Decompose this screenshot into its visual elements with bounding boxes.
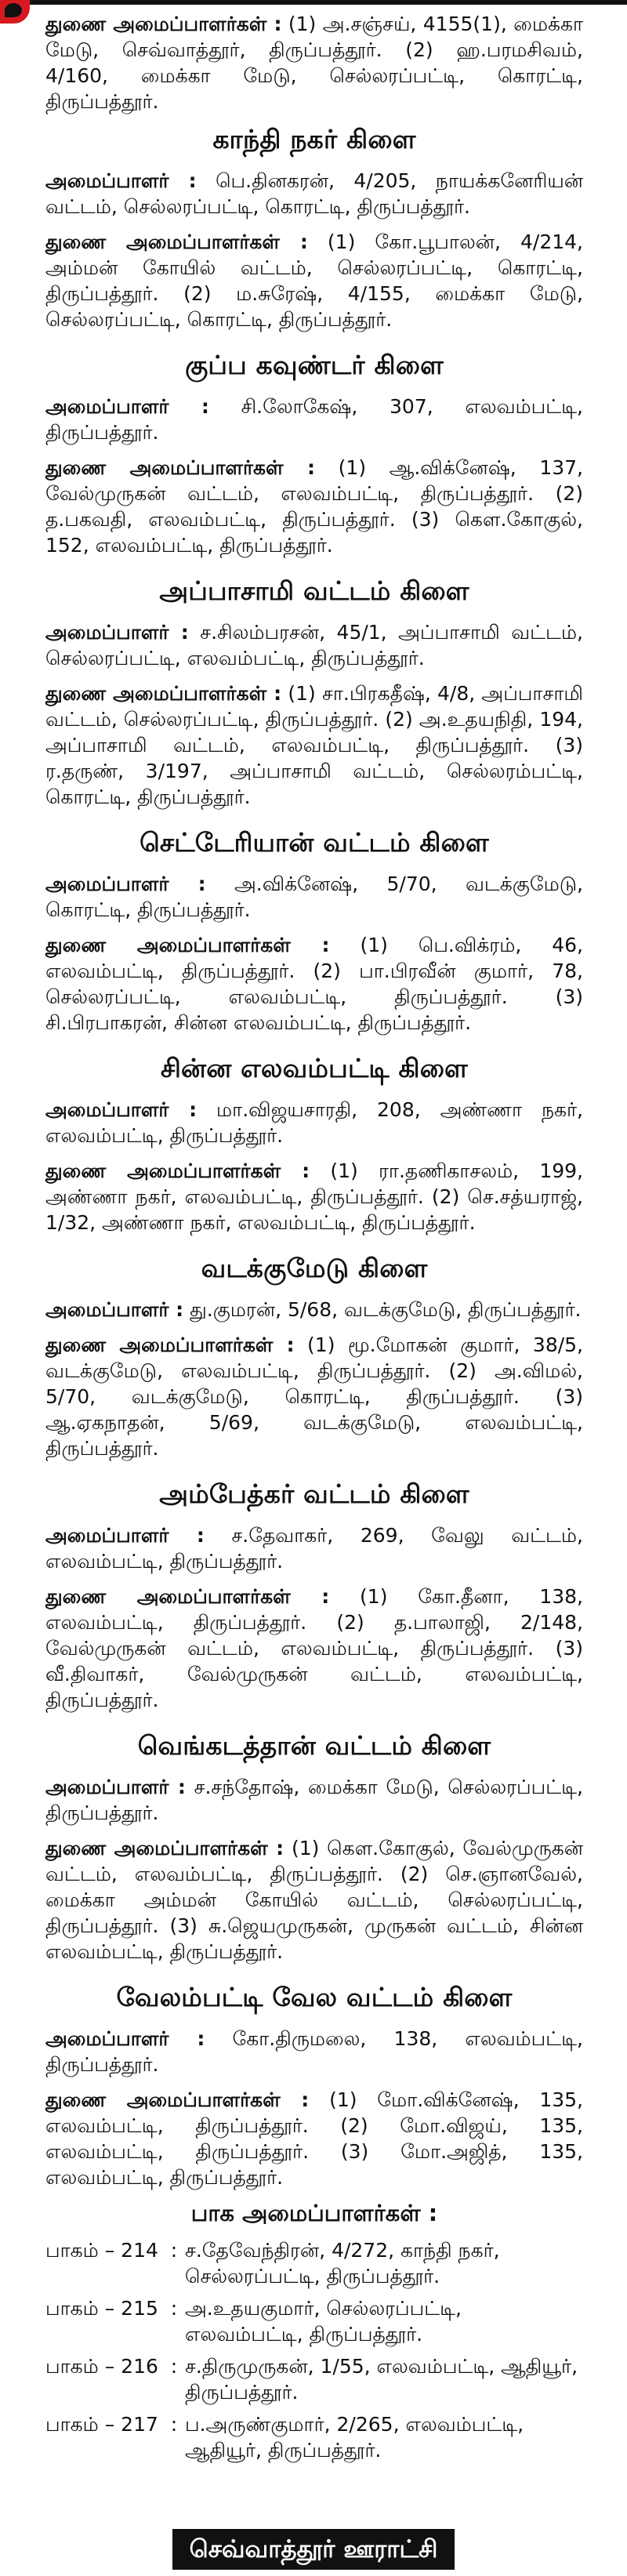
panchayat-banner-text: செவ்வாத்தூர் ஊராட்சி [172,2529,455,2570]
deputy-paragraph [45,932,583,1036]
role-label: துணை அமைப்பாளர்கள் : [45,934,330,956]
booth-row [45,2411,583,2463]
role-label: துணை அமைப்பாளர்கள் : [45,2088,310,2111]
organizer-paragraph [45,619,583,671]
booth-number: பாகம் – 214 [45,2239,158,2262]
organizer-paragraph [45,1297,583,1322]
member-list: சி.லோகேஷ், 307, எலவம்பட்டி, திருப்பத்தூர். [45,395,583,444]
content [45,0,583,2463]
role-label: அமைப்பாளர் : [45,395,209,418]
booth-number: பாகம் – 215 [45,2297,158,2320]
deputy-paragraph [45,680,583,810]
member-list: கோ.திருமலை, 138, எலவம்பட்டி, திருப்பத்தூர். [45,2027,583,2076]
booth-organizer: ச.தேவேந்திரன், 4/272, காந்தி நகர், செல்லரப்பட்டி, திருப்பத்தூர். [185,2239,500,2288]
booth-heading: பாக அமைப்பாளர்கள் : [190,2200,438,2226]
panchayat-banner [0,2529,627,2570]
organizer-paragraph [45,1522,583,1574]
branch-section [45,124,583,332]
member-list: ச.தேவாகர், 269, வேலு வட்டம், எலவம்பட்டி, திருப்பத்தூர். [45,1524,583,1573]
branch-heading: சின்ன எலவம்பட்டி கிளை [160,1053,469,1083]
booth-colon: : [170,2297,178,2320]
member-list: (1) ஆ.விக்னேஷ், 137, வேல்முருகன் வட்டம், எலவம்பட்டி, திருப்பத்தூர். (2) த.பகவதி, எலவம்பட்டி, திருப்பத்தூர். (3) கௌ.கோகுல், 152, எலவம்பட்டி, திருப்பத்தூர். [45,456,583,557]
role-label: துணை அமைப்பாளர்கள் : [45,682,282,705]
branch-heading: அப்பாசாமி வட்டம் கிளை [159,575,469,606]
booth-colon: : [170,2413,178,2436]
role-label: துணை அமைப்பாளர்கள் : [45,13,282,35]
role-label: அமைப்பாளர் : [45,621,189,644]
role-label: அமைப்பாளர் : [45,1098,198,1121]
role-label: துணை அமைப்பாளர்கள் : [45,1333,295,1356]
role-label: துணை அமைப்பாளர்கள் : [45,1837,285,1859]
deputy-paragraph [45,1835,583,1965]
organizer-paragraph [45,2026,583,2077]
top-strip [0,0,627,5]
member-list: (1) மோ.விக்னேஷ், 135, எலவம்பட்டி, திருப்பத்தூர். (2) மோ.விஜய், 135, எலவம்பட்டி, திருப்பத்தூர். (3) மோ.அஜித், 135, எலவம்பட்டி, திருப்பத்தூர். [45,2088,583,2189]
booth-row [45,2237,583,2289]
organizer-paragraph [45,1774,583,1826]
booth-number: பாகம் – 217 [45,2413,158,2436]
branch-heading: குப்ப கவுண்டர் கிளை [185,350,444,380]
member-list: (1) மூ.மோகன் குமார், 38/5, வடக்குமேடு, எலவம்பட்டி, திருப்பத்தூர். (2) அ.விமல், 5/70, வடக்குமேடு, கொரட்டி, திருப்பத்தூர். (3) ஆ.ஏகநாதன், 5/69, வடக்குமேடு, எலவம்பட்டி, திருப்பத்தூர். [45,1333,583,1460]
member-list: (1) அ.சஞ்சய், 4155(1), மைக்கா மேடு, செவ்வாத்தூர், திருப்பத்தூர். (2) ஹ.பரமசிவம், 4/160, மைக்கா மேடு, செல்லரப்பட்டி, கொரட்டி, திருப்பத்தூர். [45,13,583,113]
organizer-paragraph [45,394,583,445]
party-flag-icon [0,0,30,24]
deputy-paragraph [45,1332,583,1461]
booth-row [45,2295,583,2347]
organizer-paragraph [45,1097,583,1148]
member-list: ச.சிலம்பரசன், 45/1, அப்பாசாமி வட்டம், செல்லரப்பட்டி, எலவம்பட்டி, திருப்பத்தூர். [45,621,583,669]
deputy-paragraph [45,1584,583,1713]
role-label: துணை அமைப்பாளர்கள் : [45,1159,310,1182]
role-label: அமைப்பாளர் : [45,2027,205,2050]
branch-heading: வடக்குமேடு கிளை [201,1253,428,1283]
branch-section [45,1478,583,1713]
role-label: அமைப்பாளர் : [45,1524,205,1547]
branch-section [45,1253,583,1461]
member-list: அ.விக்னேஷ், 5/70, வடக்குமேடு, கொரட்டி, திருப்பத்தூர். [45,873,583,921]
booth-colon: : [170,2239,178,2262]
member-list: (1) பெ.விக்ரம், 46, எலவம்பட்டி, திருப்பத்தூர். (2) பா.பிரவீன் குமார், 78, செல்லரப்பட்டி, எலவம்பட்டி, திருப்பத்தூர். (3) சி.பிரபாகரன், சின்ன எலவம்பட்டி, திருப்பத்தூர். [45,934,583,1034]
branch-section [45,1053,583,1235]
branch-sections [45,124,583,2190]
member-list: து.குமரன், 5/68, வடக்குமேடு, திருப்பத்தூர். [183,1298,582,1321]
organizer-paragraph [45,168,583,220]
branch-heading: காந்தி நகர் கிளை [212,124,416,154]
branch-heading: அம்பேத்கர் வட்டம் கிளை [159,1478,469,1509]
member-list: மா.விஜயசாரதி, 208, அண்ணா நகர், எலவம்பட்டி, திருப்பத்தூர். [45,1098,583,1147]
branch-section [45,827,583,1036]
lead-paragraph [45,11,583,114]
branch-section [45,350,583,558]
deputy-paragraph [45,1158,583,1235]
booth-section [45,2200,583,2463]
branch-heading: செட்டேரியான் வட்டம் கிளை [140,827,489,858]
deputy-paragraph [45,229,583,332]
booth-organizer: அ.உதயகுமார், செல்லரப்பட்டி, எலவம்பட்டி, திருப்பத்தூர். [185,2297,462,2346]
role-label: அமைப்பாளர் : [45,1776,186,1798]
booth-row [45,2353,583,2405]
deputy-paragraph [45,2087,583,2190]
role-label: துணை அமைப்பாளர்கள் : [45,230,308,253]
member-list: (1) கௌ.கோகுல், வேல்முருகன் வட்டம், எலவம்பட்டி, திருப்பத்தூர். (2) செ.ஞானவேல், மைக்கா அம்மன் கோயில் வட்டம், செல்லரப்பட்டி, திருப்பத்தூர். (3) சு.ஜெயமுருகன், முருகன் வட்டம், சின்ன எலவம்பட்டி, திருப்பத்தூர். [45,1837,583,1963]
role-label: அமைப்பாளர் : [45,1298,184,1321]
booth-organizer: ப.அருண்குமார், 2/265, எலவம்பட்டி, ஆதியூர், திருப்பத்தூர். [185,2413,524,2462]
member-list: (1) கோ.தீனா, 138, எலவம்பட்டி, திருப்பத்தூர். (2) த.பாலாஜி, 2/148, வேல்முருகன் வட்டம், எலவம்பட்டி, திருப்பத்தூர். (3) வீ.திவாகர், வேல்முருகன் வட்டம், எலவம்பட்டி, திருப்பத்தூர். [45,1585,583,1711]
member-list: (1) சா.பிரகதீஷ், 4/8, அப்பாசாமி வட்டம், செல்லரப்பட்டி, திருப்பத்தூர். (2) அ.உதயநிதி, 194, அப்பாசாமி வட்டம், எலவம்பட்டி, திருப்பத்தூர். (3) ர.தருண், 3/197, அப்பாசாமி வட்டம், செல்லரம்பட்டி, கொரட்டி, திருப்பத்தூர். [45,682,583,808]
branch-heading: வேலம்பட்டி வேல வட்டம் கிளை [116,1982,513,2012]
member-list: ச.சந்தோஷ், மைக்கா மேடு, செல்லரப்பட்டி, திருப்பத்தூர். [45,1776,583,1824]
role-label: துணை அமைப்பாளர்கள் : [45,456,315,479]
booth-number: பாகம் – 216 [45,2355,158,2378]
member-list: (1) கோ.பூபாலன், 4/214, அம்மன் கோயில் வட்டம், செல்லரப்பட்டி, கொரட்டி, திருப்பத்தூர். (2) ம.சுரேஷ், 4/155, மைக்கா மேடு, செல்லரப்பட்டி, கொரட்டி, திருப்பத்தூர். [45,230,583,331]
deputy-paragraph [45,455,583,558]
branch-section [45,1982,583,2190]
role-label: அமைப்பாளர் : [45,169,197,192]
member-list: பெ.தினகரன், 4/205, நாயக்கனேரியன் வட்டம், செல்லரப்பட்டி, கொரட்டி, திருப்பத்தூர். [45,169,583,218]
member-list: (1) ரா.தணிகாசலம், 199, அண்ணா நகர், எலவம்பட்டி, திருப்பத்தூர். (2) செ.சத்யராஜ், 1/32, அண்ணா நகர், எலவம்பட்டி, திருப்பத்தூர். [45,1159,583,1234]
booth-organizer: ச.திருமுருகன், 1/55, எலவம்பட்டி, ஆதியூர், திருப்பத்தூர். [185,2355,578,2404]
branch-section [45,1730,583,1965]
role-label: அமைப்பாளர் : [45,873,206,895]
organizer-paragraph [45,871,583,923]
role-label: துணை அமைப்பாளர்கள் : [45,1585,330,1608]
branch-heading: வெங்கடத்தான் வட்டம் கிளை [137,1730,491,1761]
booth-colon: : [170,2355,178,2378]
branch-section [45,575,583,810]
